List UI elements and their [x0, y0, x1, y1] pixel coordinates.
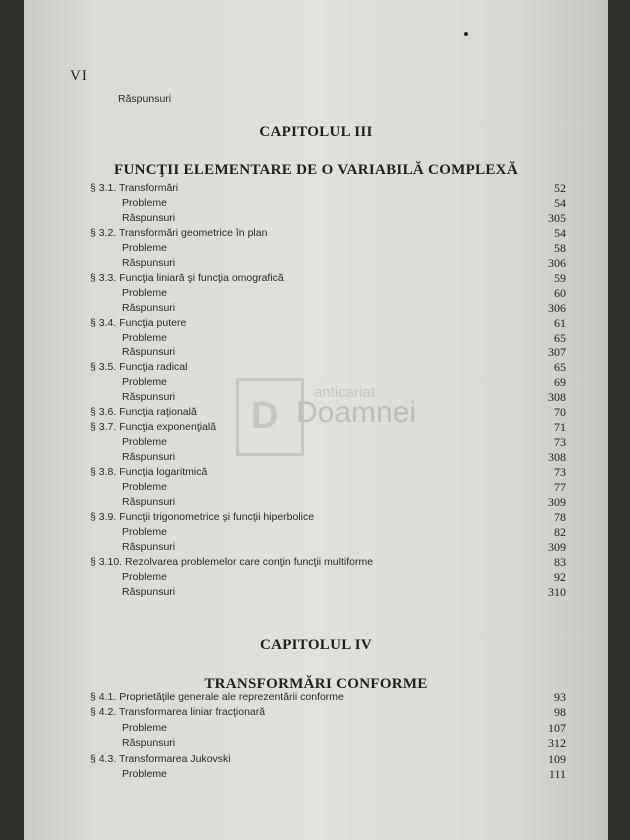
- toc-page-number: 70: [554, 405, 566, 420]
- toc-page-number: 71: [554, 420, 566, 435]
- page-number: VI: [70, 68, 88, 84]
- toc-subentry-label: Răspunsuri: [122, 346, 176, 359]
- toc-subentry-label: Răspunsuri: [122, 391, 176, 404]
- toc-section-label: § 4.1. Proprietăţile generale ale reprezentării conforme: [90, 691, 344, 703]
- toc-page-number: 82: [554, 524, 566, 539]
- watermark-main-text: Doamnei: [296, 396, 417, 429]
- toc-subentry-label: Răspunsuri: [122, 737, 176, 750]
- toc-section-label: § 3.9. Funcţii trigonometrice şi funcţii hiperbolice: [90, 510, 315, 523]
- toc-subentry-label: Răspunsuri: [122, 211, 176, 224]
- watermark-logo: [236, 378, 426, 458]
- toc-subentry-label: Probleme: [122, 768, 167, 780]
- toc-page-number: 111: [548, 767, 566, 781]
- toc-section-label: § 3.5. Funcţia radical: [90, 361, 188, 374]
- toc-page-number: 60: [554, 285, 566, 300]
- toc-page-number: 65: [554, 360, 566, 375]
- toc-subentry-label: Probleme: [122, 331, 167, 344]
- toc-page-number: 308: [548, 450, 566, 465]
- toc-page-number: 109: [548, 751, 566, 766]
- toc-page-number: 59: [554, 270, 566, 285]
- toc-page-number: 307: [548, 345, 566, 360]
- toc-page-number: 309: [548, 494, 566, 509]
- toc-subentry-label: Răspunsuri: [122, 585, 176, 598]
- toc-subentry-label: Probleme: [122, 721, 167, 734]
- toc-page-number: 305: [548, 210, 566, 225]
- toc-subentry-label: Probleme: [122, 286, 167, 299]
- toc-section-label: § 3.1. Transformări: [90, 182, 179, 194]
- toc-subentry-label: Răspunsuri: [122, 540, 176, 553]
- toc-subentry-label: Probleme: [122, 376, 167, 389]
- toc-page-number: 65: [554, 330, 566, 345]
- toc-page-number: 93: [554, 690, 566, 704]
- toc-page-number: 308: [548, 390, 566, 405]
- toc-page-number: 61: [554, 315, 566, 330]
- toc-page-number: 83: [554, 554, 566, 569]
- toc-subentry-label: Răspunsuri: [122, 451, 176, 464]
- watermark-small-text: anticariat: [314, 384, 375, 401]
- toc-page-number: 52: [554, 181, 566, 195]
- toc-page-number: 69: [554, 375, 566, 390]
- toc-page-number: 107: [548, 720, 566, 735]
- toc-page-number: 54: [554, 225, 566, 240]
- toc-page-number: 73: [554, 435, 566, 450]
- chapter-4-subtitle: TRANSFORMĂRI CONFORME: [204, 676, 428, 692]
- toc-subentry-label: Răspunsuri: [122, 495, 176, 508]
- toc-page-number: 73: [554, 465, 566, 480]
- toc-page-number: 78: [554, 509, 566, 524]
- top-item: Răspunsuri: [118, 93, 172, 105]
- ink-speck: [464, 32, 468, 36]
- toc-section-label: § 3.2. Transformări geometrice în plan: [90, 226, 268, 239]
- toc-section-label: § 3.7. Funcţia exponenţială: [90, 421, 217, 434]
- toc-page-number: 92: [554, 569, 566, 584]
- toc-subentry-label: Probleme: [122, 481, 167, 493]
- toc-page-number: 98: [554, 705, 566, 720]
- toc-section-label: § 4.2. Transformarea liniar fracţionară: [90, 706, 266, 719]
- toc-page-number: 309: [548, 539, 566, 554]
- toc-section-label: § 3.3. Funcţia liniară şi funcţia omografică: [90, 271, 284, 284]
- toc-section-label: § 3.8. Funcţia logaritmică: [90, 466, 208, 479]
- toc-page-number: 54: [554, 195, 566, 210]
- toc-subentry-label: Probleme: [122, 241, 167, 254]
- toc-section-label: § 3.4. Funcţia putere: [90, 316, 187, 329]
- toc-subentry-label: Răspunsuri: [122, 256, 176, 269]
- toc-subentry-label: Probleme: [122, 436, 167, 449]
- toc-page-number: 306: [548, 255, 566, 270]
- toc-section-label: § 3.6. Funcţia raţională: [90, 406, 197, 419]
- chapter-3-subtitle: FUNCŢII ELEMENTARE DE O VARIABILĂ COMPLEXĂ: [114, 162, 518, 178]
- watermark-book-icon: [236, 378, 304, 456]
- toc-subentry-label: Probleme: [122, 525, 167, 538]
- toc-page-number: 306: [548, 300, 566, 315]
- book-page: [24, 0, 608, 840]
- watermark-letter: D: [251, 395, 279, 437]
- chapter-4-title: CAPITOLUL IV: [259, 637, 373, 653]
- toc-subentry-label: Răspunsuri: [122, 301, 176, 314]
- toc-page-number: 312: [548, 736, 566, 751]
- toc-subentry-label: Probleme: [122, 196, 167, 209]
- toc-page-number: 58: [554, 240, 566, 255]
- toc-section-label: § 3.10. Rezolvarea problemelor care conţin funcţii multiforme: [90, 555, 374, 568]
- toc-subentry-label: Probleme: [122, 570, 167, 583]
- toc-page-number: 77: [554, 480, 566, 494]
- toc-page-number: 310: [548, 584, 566, 599]
- toc-section-label: § 4.3. Transformarea Jukovski: [90, 752, 231, 765]
- chapter-3-title: CAPITOLUL III: [259, 124, 373, 140]
